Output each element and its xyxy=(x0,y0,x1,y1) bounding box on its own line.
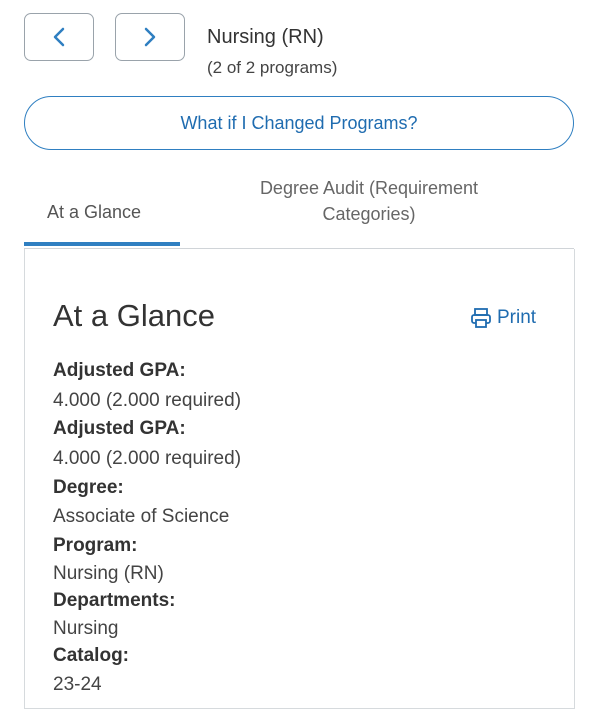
field-value: 4.000 (2.000 required) xyxy=(53,448,242,469)
field-value: Nursing (RN) xyxy=(53,563,164,584)
next-program-button[interactable] xyxy=(115,13,185,61)
panel-title: At a Glance xyxy=(53,298,215,333)
field-value: Nursing xyxy=(53,618,119,639)
program-count: (2 of 2 programs) xyxy=(207,58,338,77)
field-value: 4.000 (2.000 required) xyxy=(53,390,242,411)
active-tab-indicator xyxy=(24,242,180,246)
previous-program-button[interactable] xyxy=(24,13,94,61)
tab-degree-audit[interactable] xyxy=(233,175,505,227)
field-label: Program: xyxy=(53,535,138,556)
field-label: Departments: xyxy=(53,590,176,611)
what-if-label: What if I Changed Programs? xyxy=(180,112,418,133)
field-label: Degree: xyxy=(53,477,124,498)
chevron-right-icon xyxy=(141,26,159,48)
what-if-changed-programs-button[interactable] xyxy=(24,96,574,150)
tab-at-a-glance[interactable]: At a Glance xyxy=(47,202,142,222)
printer-icon xyxy=(469,306,493,330)
field-label: Adjusted GPA: xyxy=(53,418,186,439)
tab-degree-audit-line-2: Categories) xyxy=(322,204,416,224)
field-label: Catalog: xyxy=(53,645,129,666)
print-link[interactable] xyxy=(469,306,536,330)
tab-degree-audit-line-1: Degree Audit (Requirement xyxy=(259,178,479,198)
print-label: Print xyxy=(497,307,537,328)
field-value: 23-24 xyxy=(53,674,102,695)
program-title: Nursing (RN) xyxy=(207,26,324,48)
field-label: Adjusted GPA: xyxy=(53,360,186,381)
field-value: Associate of Science xyxy=(53,506,230,527)
chevron-left-icon xyxy=(50,26,68,48)
